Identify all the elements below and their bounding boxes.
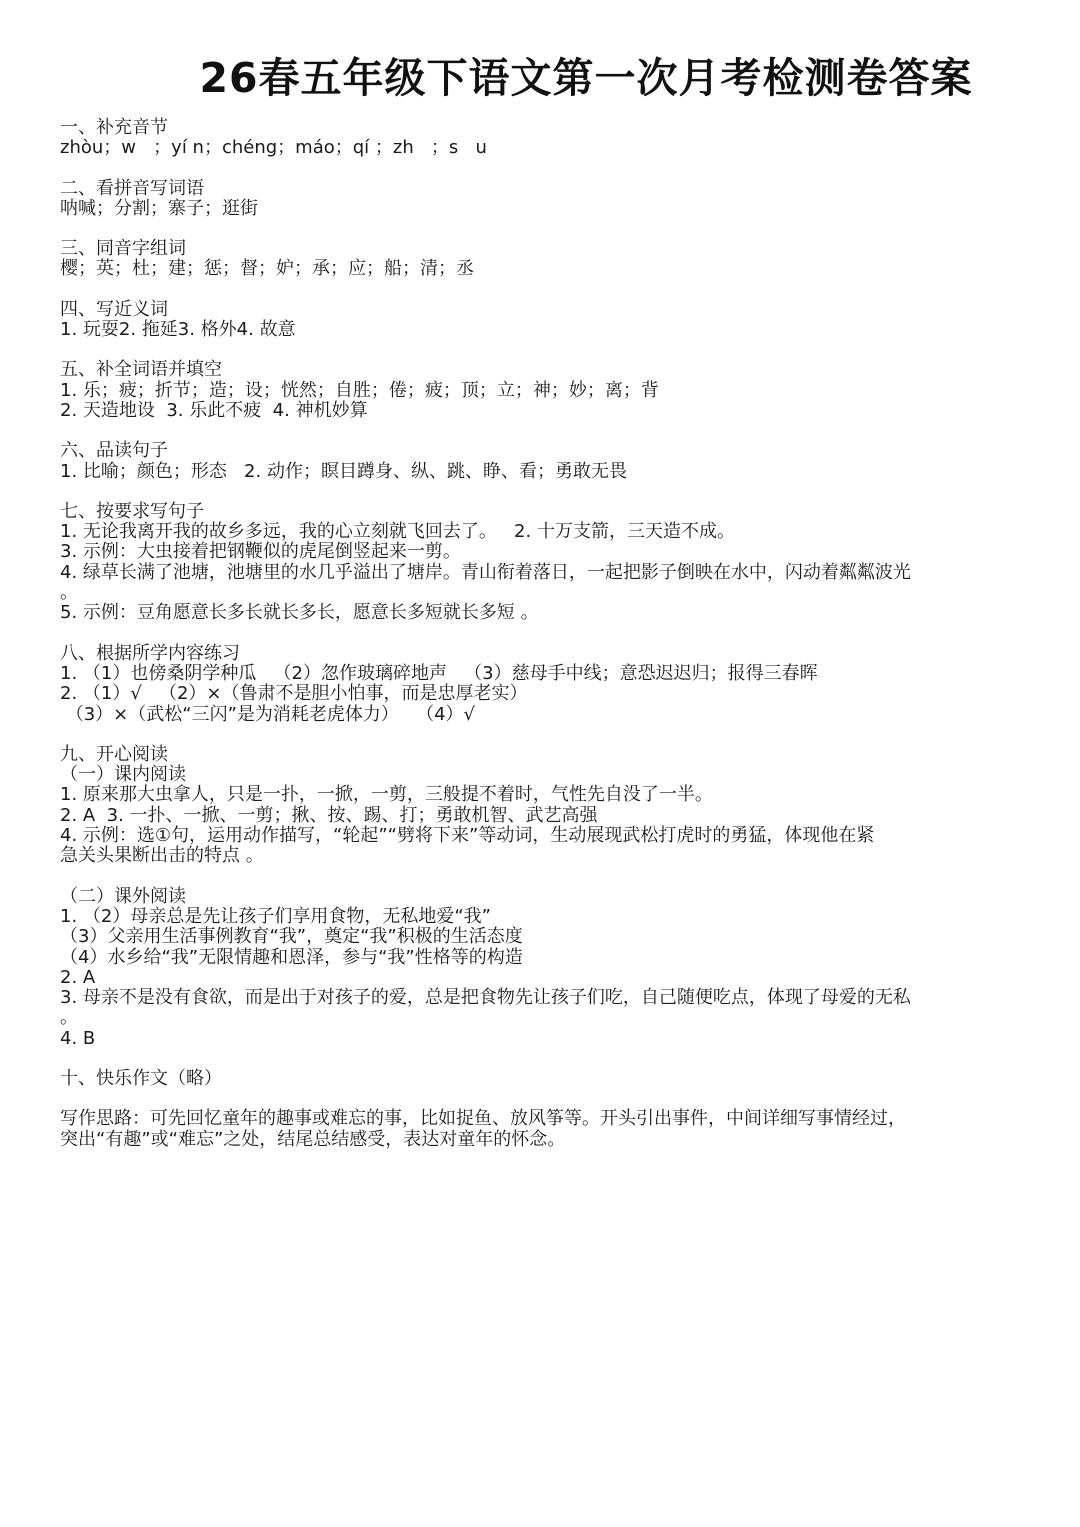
answer-section xyxy=(60,179,1035,220)
answer-line: 4. 绿草长满了池塘，池塘里的水几乎溢出了塘岸。青山衔着落日，一起把影子倒映在水中，闪动着粼粼波光 xyxy=(60,561,911,583)
answer-line: 1. （1）也傍桑阴学种瓜 （2）忽作玻璃碎地声 （3）慈母手中线；意恐迟迟归；报得三春晖 xyxy=(60,662,818,684)
answer-line: 3. 示例：大虫接着把钢鞭似的虎尾倒竖起来一剪。 xyxy=(60,541,461,563)
answer-line: 2. A xyxy=(60,966,96,988)
answer-line: 1. 玩耍2. 拖延3. 格外4. 故意 xyxy=(60,319,296,341)
answer-section xyxy=(60,644,1035,725)
answer-line: 呐喊；分割；寨子；逛街 xyxy=(60,197,258,219)
answer-line: 急关头果断出击的特点 。 xyxy=(60,845,264,867)
section-heading: 九、开心阅读 xyxy=(60,743,168,765)
section-heading: （二）课外阅读 xyxy=(60,885,186,907)
answer-line: 1. 比喻；颜色；形态 2. 动作；瞑目蹲身、纵、跳、睁、看；勇敢无畏 xyxy=(60,460,627,482)
answer-line: 2. A 3. 一扑、一掀、一剪；揪、按、踢、打；勇敢机智、武艺高强 xyxy=(60,804,598,826)
section-heading: 十、快乐作文（略） xyxy=(60,1067,222,1089)
answer-section xyxy=(60,502,1035,624)
answer-section xyxy=(60,300,1035,341)
answer-section xyxy=(60,118,1035,159)
answer-line: 1. 原来那大虫拿人，只是一扑，一掀，一剪，三般提不着时，气性先自没了一半。 xyxy=(60,784,713,806)
section-heading: 六、品读句子 xyxy=(60,440,168,462)
answer-line: 4. B xyxy=(60,1027,96,1049)
answer-line: 。 xyxy=(60,1007,78,1029)
page-title: 26春五年级下语文第一次月考检测卷答案 xyxy=(199,54,973,102)
answer-line: 樱；英；杜；建；惩；督；妒；承；应；船；清；丞 xyxy=(60,258,474,280)
answer-section xyxy=(60,1069,1035,1089)
section-heading: 二、看拼音写词语 xyxy=(60,177,204,199)
answer-line: 4. 示例：选①句，运用动作描写，“轮起”“劈将下来”等动词，生动展现武松打虎时的勇猛，体现他在紧 xyxy=(60,825,875,847)
section-heading: 八、根据所学内容练习 xyxy=(60,642,240,664)
section-heading: 四、写近义词 xyxy=(60,298,168,320)
answer-line: 2. （1）√ （2）×（鲁肃不是胆小怕事，而是忠厚老实） xyxy=(60,683,528,705)
answer-section xyxy=(60,360,1035,421)
answer-line: （4）水乡给“我”无限情趣和恩泽，参与“我”性格等的构造 xyxy=(60,946,523,968)
answer-line: 2. 天造地设 3. 乐此不疲 4. 神机妙算 xyxy=(60,399,368,421)
answer-section xyxy=(60,441,1035,482)
answer-line: 突出“有趣”或“难忘”之处，结尾总结感受，表达对童年的怀念。 xyxy=(60,1128,566,1150)
section-heading: 五、补全词语并填空 xyxy=(60,359,222,381)
answer-section xyxy=(60,887,1035,1049)
answer-line: （3）父亲用生活事例教育“我”，奠定“我”积极的生活态度 xyxy=(60,926,523,948)
answer-line: 。 xyxy=(60,582,78,604)
answer-line: 1. 乐；疲；折节；造；设；恍然；自胜；倦；疲；顶；立；神；妙；离；背 xyxy=(60,379,659,401)
answer-line: zhòu；w ；yí n；chéng；máo；qí ；zh ；s u xyxy=(60,137,487,159)
section-heading: 七、按要求写句子 xyxy=(60,500,204,522)
answer-content xyxy=(60,118,1035,1150)
answer-line: （3）×（武松“三闪”是为消耗老虎体力） （4）√ xyxy=(60,703,475,725)
section-heading: 一、补充音节 xyxy=(60,117,168,138)
answer-section xyxy=(60,1109,1035,1150)
answer-section xyxy=(60,239,1035,280)
answer-line: （一）课内阅读 xyxy=(60,764,186,786)
section-heading: 三、同音字组词 xyxy=(60,238,186,260)
answer-line: 3. 母亲不是没有食欲，而是出于对孩子的爱，总是把食物先让孩子们吃，自己随便吃点，体现了母爱的无私 xyxy=(60,987,911,1009)
answer-section xyxy=(60,745,1035,867)
answer-line: 5. 示例：豆角愿意长多长就长多长，愿意长多短就长多短 。 xyxy=(60,602,539,624)
answer-line: 1. 无论我离开我的故乡多远，我的心立刻就飞回去了。 2. 十万支箭，三天造不成。 xyxy=(60,521,735,543)
answer-line: 写作思路：可先回忆童年的趣事或难忘的事，比如捉鱼、放风筝等。开头引出事件，中间详细写事情经过， xyxy=(60,1108,906,1130)
answer-line: 1. （2）母亲总是先让孩子们享用食物，无私地爱“我” xyxy=(60,905,491,927)
